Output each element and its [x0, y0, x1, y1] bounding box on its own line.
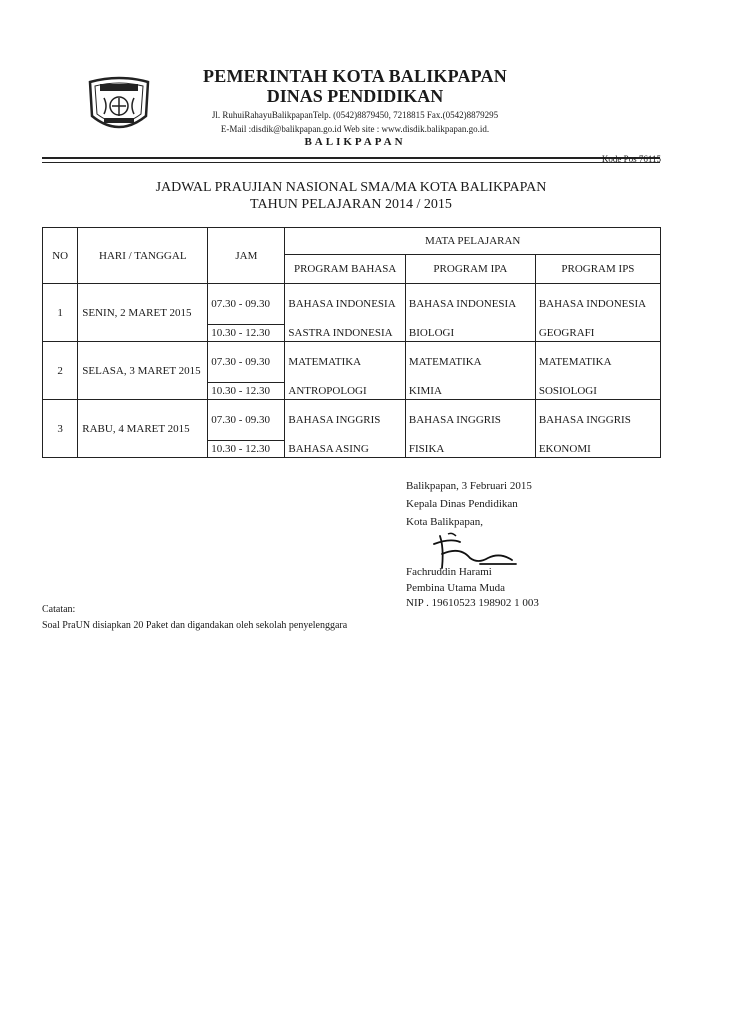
ips-subjects-cell [535, 342, 660, 400]
header-program-ips: PROGRAM IPS [535, 255, 660, 284]
ipa-subjects-cell [405, 342, 535, 400]
notes-text: Soal PraUN disiapkan 20 Paket dan digandakan oleh sekolah penyelenggara [42, 620, 348, 631]
ips-subjects-cell [535, 284, 660, 342]
postal-code: Kode Pos 76115 [601, 154, 661, 164]
row-number: 1 [43, 284, 78, 342]
bahasa-session2: BAHASA ASING [288, 443, 369, 455]
ipa-session2: FISIKA [408, 443, 445, 455]
exam-schedule-table [42, 227, 661, 458]
signer-nip: NIP . 19610523 198902 1 003 [406, 597, 539, 609]
bahasa-session1: BAHASA INDONESIA [288, 298, 396, 310]
ipa-session2: KIMIA [408, 385, 442, 397]
department-title: DINAS PENDIDIKAN [266, 86, 444, 106]
header-no: NO [43, 228, 78, 284]
session1-time: 07.30 - 09.30 [208, 284, 284, 325]
office-address: Jl. RuhuiRahayuBalikpapanTelp. (0542)8879450, 7218815 Fax.(0542)8879295 [211, 110, 499, 120]
row-time-cell [208, 284, 285, 342]
header-time: JAM [208, 228, 285, 284]
signer-position: Kepala Dinas Pendidikan [406, 498, 518, 510]
letterhead-divider-thick [42, 157, 660, 159]
sign-place-date: Balikpapan, 3 Februari 2015 [406, 480, 532, 492]
ips-session1: MATEMATIKA [538, 356, 612, 368]
table-row [43, 342, 661, 400]
document-subtitle: TAHUN PELAJARAN 2014 / 2015 [250, 197, 452, 212]
bahasa-subjects-cell [285, 284, 406, 342]
letterhead-city: BALIKPAPAN [304, 136, 406, 148]
session2-time: 10.30 - 12.30 [211, 385, 270, 397]
row-day-date: SELASA, 3 MARET 2015 [78, 342, 208, 400]
document-title: JADWAL PRAUJIAN NASIONAL SMA/MA KOTA BALIKPAPAN [155, 180, 547, 195]
notes-label: Catatan: [42, 604, 76, 615]
bahasa-session2: ANTROPOLOGI [288, 385, 367, 397]
header-subjects: MATA PELAJARAN [285, 228, 661, 255]
table-row [43, 284, 661, 342]
row-number: 2 [43, 342, 78, 400]
bahasa-session2: SASTRA INDONESIA [288, 327, 393, 339]
ips-subjects-cell [535, 400, 660, 458]
table-header-row [43, 228, 661, 255]
bahasa-subjects-cell [285, 342, 406, 400]
bahasa-subjects-cell [285, 400, 406, 458]
ips-session2: GEOGRAFI [538, 327, 595, 339]
ipa-subjects-cell [405, 400, 535, 458]
signer-rank: Pembina Utama Muda [406, 582, 505, 594]
header-program-bahasa: PROGRAM BAHASA [285, 255, 406, 284]
city-emblem-logo [86, 76, 152, 134]
row-number: 3 [43, 400, 78, 458]
signer-name: Fachruddin Harami [406, 566, 492, 578]
session2-time: 10.30 - 12.30 [211, 327, 270, 339]
session2-time: 10.30 - 12.30 [211, 443, 270, 455]
ipa-session2: BIOLOGI [408, 327, 455, 339]
ipa-session1: BAHASA INDONESIA [408, 298, 517, 310]
signer-city: Kota Balikpapan, [406, 516, 483, 528]
row-day-date: RABU, 4 MARET 2015 [78, 400, 208, 458]
ips-session1: BAHASA INGGRIS [538, 414, 631, 426]
table-row [43, 400, 661, 458]
session1-time: 07.30 - 09.30 [208, 400, 284, 441]
ips-session2: EKONOMI [538, 443, 591, 455]
letterhead-divider-thin [42, 162, 660, 163]
row-time-cell [208, 400, 285, 458]
header-day-date: HARI / TANGGAL [78, 228, 208, 284]
ipa-session1: BAHASA INGGRIS [408, 414, 501, 426]
government-title: PEMERINTAH KOTA BALIKPAPAN [203, 66, 507, 86]
ipa-subjects-cell [405, 284, 535, 342]
ips-session1: BAHASA INDONESIA [538, 298, 647, 310]
row-time-cell [208, 342, 285, 400]
header-program-ipa: PROGRAM IPA [405, 255, 535, 284]
session1-time: 07.30 - 09.30 [208, 342, 284, 383]
ipa-session1: MATEMATIKA [408, 356, 482, 368]
bahasa-session1: BAHASA INGGRIS [288, 414, 381, 426]
row-day-date: SENIN, 2 MARET 2015 [78, 284, 208, 342]
bahasa-session1: MATEMATIKA [288, 356, 362, 368]
office-contact: E-Mail :disdik@balikpapan.go.id Web site : www.disdik.balikpapan.go.id. [220, 124, 490, 134]
ips-session2: SOSIOLOGI [538, 385, 597, 397]
